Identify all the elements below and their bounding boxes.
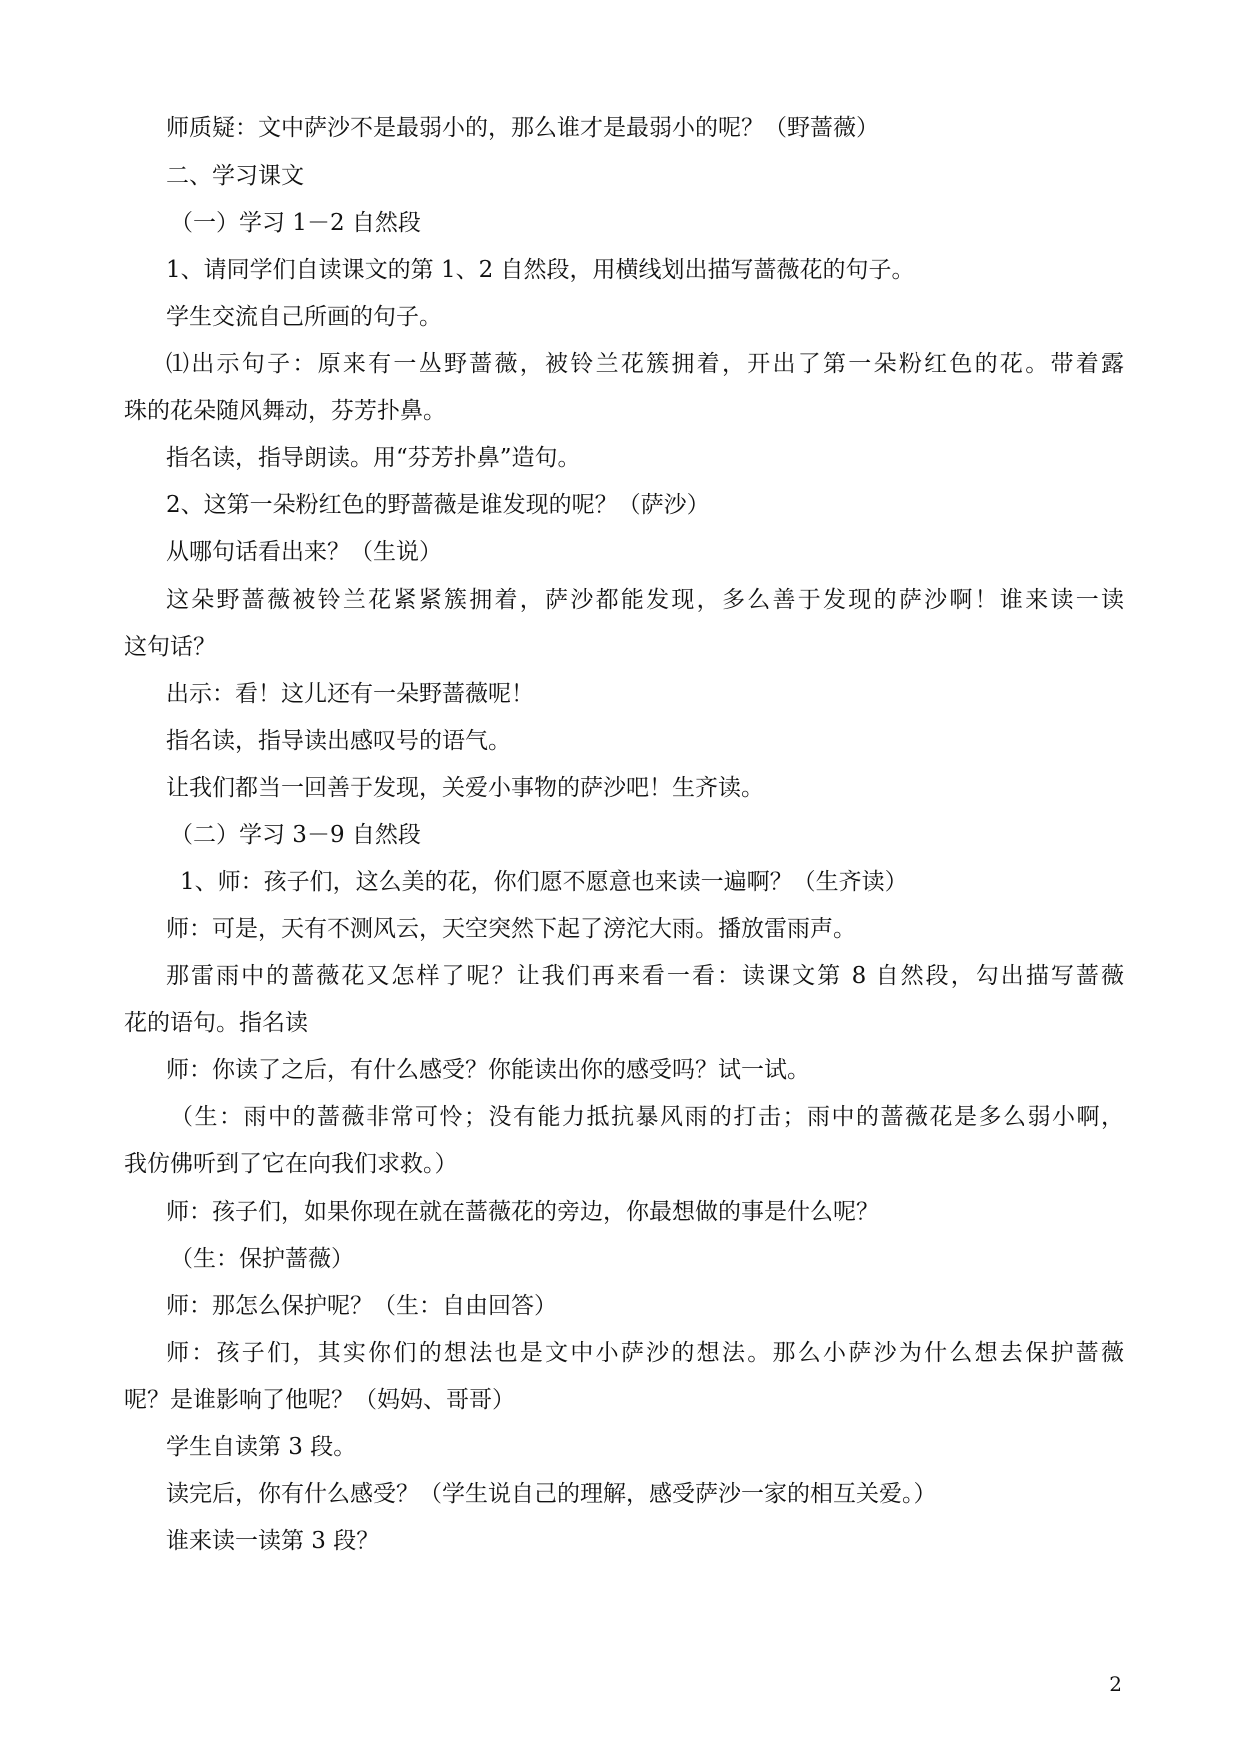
text-line: 学生自读第 3 段。 [166, 1434, 357, 1460]
text-line: （生：雨中的蔷薇非常可怜；没有能力抵抗暴风雨的打击；雨中的蔷薇花是多么弱小啊， [170, 1104, 1124, 1130]
text-line: 从哪句话看出来？（生说） [166, 539, 442, 565]
text-line: 读完后，你有什么感受？（学生说自己的理解，感受萨沙一家的相互关爱。） [166, 1481, 937, 1507]
text-line: 这朵野蔷薇被铃兰花紧紧簇拥着，萨沙都能发现，多么善于发现的萨沙啊！谁来读一读 [166, 587, 1124, 613]
text-line: 师质疑：文中萨沙不是最弱小的，那么谁才是最弱小的呢？（野蔷薇） [166, 115, 879, 141]
text-line: 2、这第一朵粉红色的野蔷薇是谁发现的呢？（萨沙） [166, 492, 710, 518]
text-line: 师：可是，天有不测风云，天空突然下起了滂沱大雨。播放雷雨声。 [166, 916, 856, 942]
text-line: 师：孩子们，如果你现在就在蔷薇花的旁边，你最想做的事是什么呢？ [166, 1199, 879, 1225]
subsection-heading: （二）学习 3－9 自然段 [170, 822, 421, 848]
text-line: 那雷雨中的蔷薇花又怎样了呢？让我们再来看一看：读课文第 8 自然段，勾出描写蔷薇 [166, 963, 1124, 989]
text-line: ⑴出示句子：原来有一丛野蔷薇，被铃兰花簇拥着，开出了第一朵粉红色的花。带着露 [166, 351, 1124, 377]
subsection-heading: （一）学习 1－2 自然段 [170, 210, 421, 236]
text-line: 学生交流自己所画的句子。 [166, 304, 442, 330]
text-line: 这句话？ [124, 634, 216, 660]
text-line: 呢？是谁影响了他呢？（妈妈、哥哥） [124, 1387, 515, 1413]
text-line: 师：那怎么保护呢？（生：自由回答） [166, 1293, 557, 1319]
text-line: 珠的花朵随风舞动，芬芳扑鼻。 [124, 398, 446, 424]
text-line: 我仿佛听到了它在向我们求救。） [124, 1151, 458, 1177]
text-line: 花的语句。指名读 [124, 1010, 308, 1036]
text-line: 师：你读了之后，有什么感受？你能读出你的感受吗？试一试。 [166, 1057, 810, 1083]
text-line: 1、师：孩子们，这么美的花，你们愿不愿意也来读一遍啊？（生齐读） [180, 869, 908, 895]
text-line: 1、请同学们自读课文的第 1、2 自然段，用横线划出描写蔷薇花的句子。 [166, 257, 915, 283]
section-heading: 二、学习课文 [166, 163, 304, 189]
page-number: 2 [1109, 1672, 1122, 1696]
text-line: （生：保护蔷薇） [170, 1246, 354, 1272]
text-line: 指名读，指导读出感叹号的语气。 [166, 728, 511, 754]
text-line: 谁来读一读第 3 段？ [166, 1528, 380, 1554]
text-line: 让我们都当一回善于发现，关爱小事物的萨沙吧！生齐读。 [166, 775, 764, 801]
text-line: 指名读，指导朗读。用“芬芳扑鼻”造句。 [166, 445, 581, 471]
text-line: 出示：看！这儿还有一朵野蔷薇呢！ [166, 681, 534, 707]
text-line: 师：孩子们，其实你们的想法也是文中小萨沙的想法。那么小萨沙为什么想去保护蔷薇 [166, 1340, 1124, 1366]
